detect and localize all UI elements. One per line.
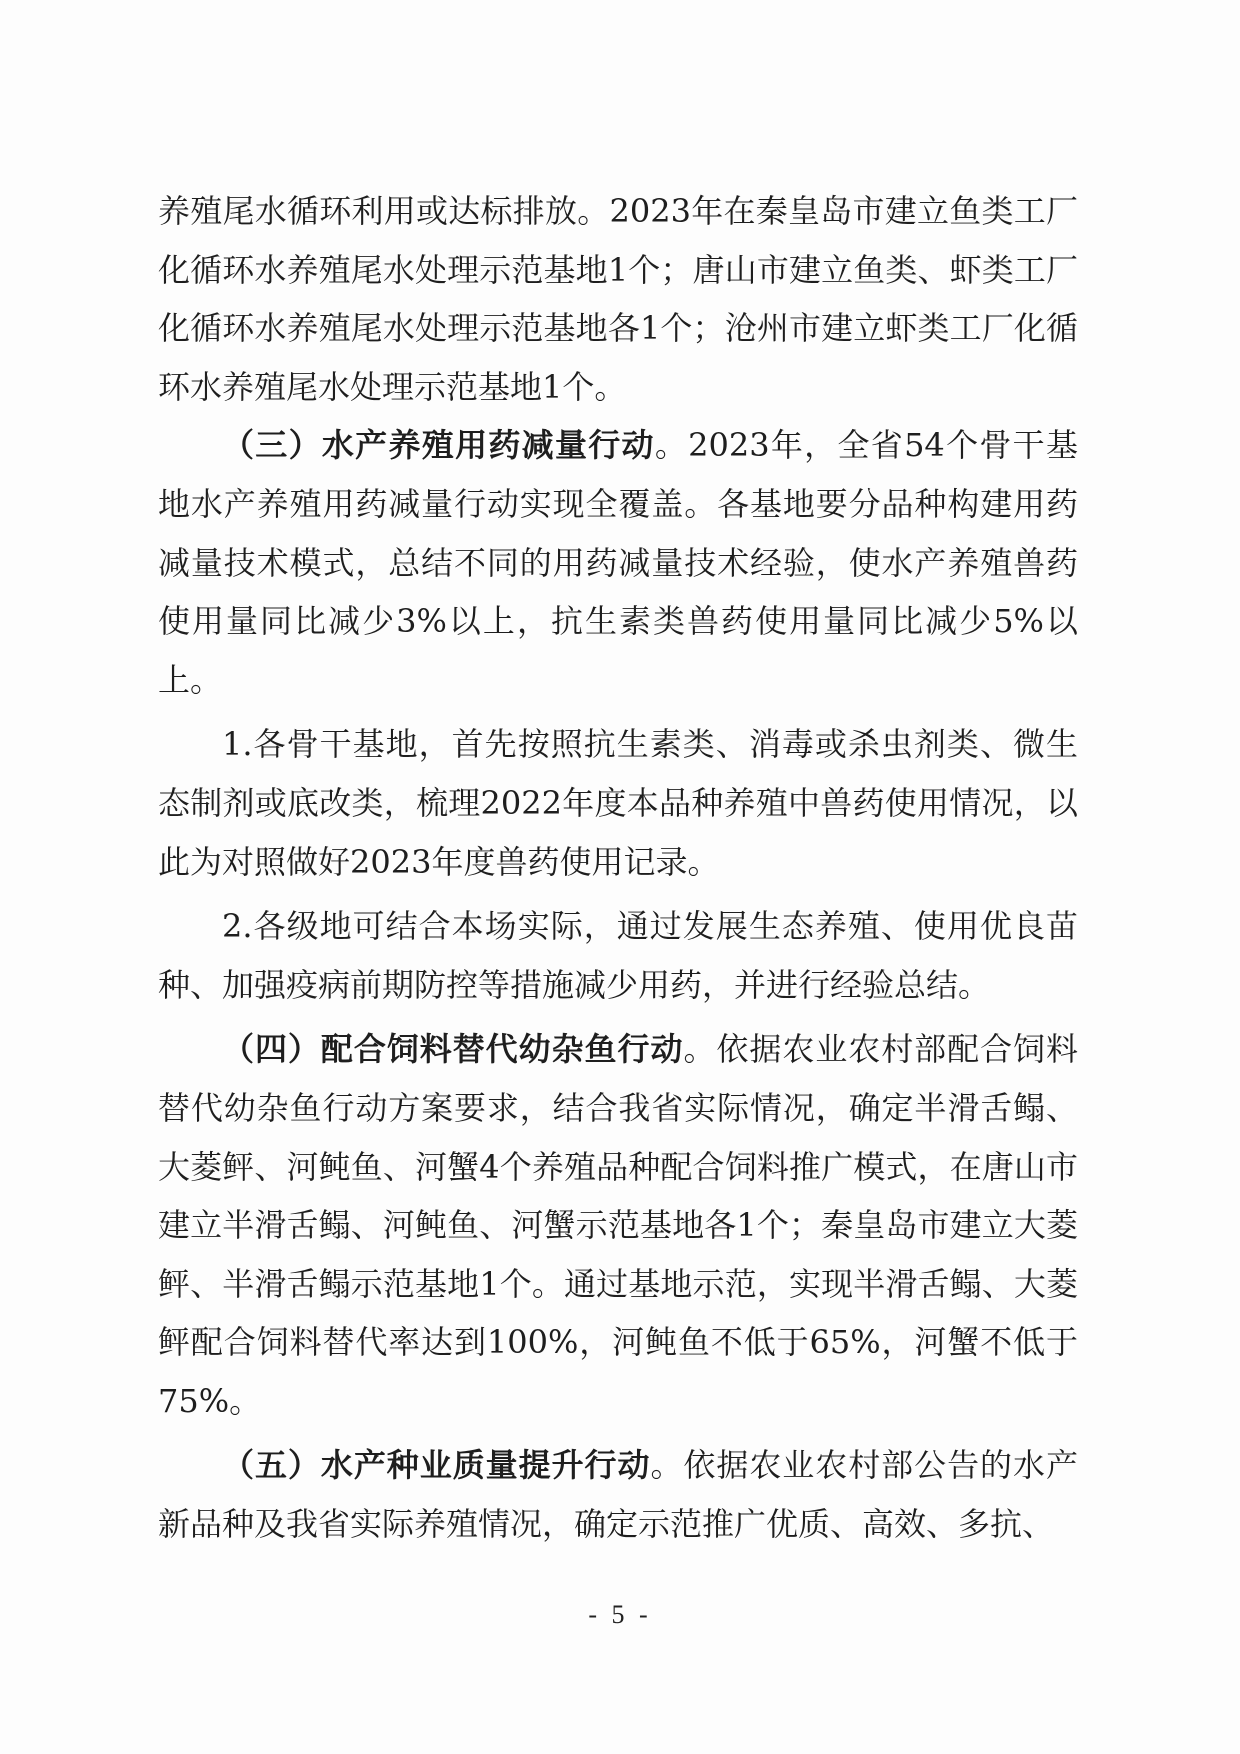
section-body-3: 。2023年，全省54个骨干基地水产养殖用药减量行动实现全覆盖。各基地要分品种构建用药减量技术模式，总结不同的用药减量技术经验，使水产养殖兽药使用量同比减少3%以上，抗生素类兽药使用量同比减少5%以上。 bbox=[158, 426, 1078, 699]
paragraph-item-2: 2.各级地可结合本场实际，通过发展生态养殖、使用优良苗种、加强疫病前期防控等措施减少用药，并进行经验总结。 bbox=[158, 907, 1078, 1004]
paragraph-drug-reduction bbox=[158, 416, 1078, 709]
page-number: - 5 - bbox=[588, 1600, 652, 1629]
paragraph-item-1: 1.各骨干基地，首先按照抗生素类、消毒或杀虫剂类、微生态制剂或底改类，梳理2022年度本品种养殖中兽药使用情况，以此为对照做好2023年度兽药使用记录。 bbox=[158, 725, 1078, 881]
paragraph-seed-quality bbox=[158, 1436, 1078, 1553]
section-heading-3: （三）水产养殖用药减量行动 bbox=[222, 426, 655, 465]
body-text bbox=[158, 182, 1078, 1554]
section-body-4: 。依据农业农村部配合饲料替代幼杂鱼行动方案要求，结合我省实际情况，确定半滑舌鳎、大菱鲆、河鲀鱼、河蟹4个养殖品种配合饲料推广模式，在唐山市建立半滑舌鳎、河鲀鱼、河蟹示范基地各1个；秦皇岛市建立大菱鲆、半滑舌鳎示范基地1个。通过基地示范，实现半滑舌鳎、大菱鲆配合饲料替代率达到100%，河鲀鱼不低于65%，河蟹不低于75%。 bbox=[158, 1030, 1078, 1420]
section-heading-5: （五）水产种业质量提升行动 bbox=[222, 1446, 651, 1485]
section-body-5: 。依据农业农村部公告的水产新品种及我省实际养殖情况，确定示范推广优质、高效、多抗、 bbox=[158, 1446, 1078, 1544]
section-heading-4: （四）配合饲料替代幼杂鱼行动 bbox=[222, 1030, 684, 1069]
paragraph-tailwater: 养殖尾水循环利用或达标排放。2023年在秦皇岛市建立鱼类工厂化循环水养殖尾水处理示范基地1个；唐山市建立鱼类、虾类工厂化循环水养殖尾水处理示范基地各1个；沧州市建立虾类工厂化循环水养殖尾水处理示范基地1个。 bbox=[158, 192, 1078, 406]
paragraph-feed-replacement bbox=[158, 1020, 1078, 1430]
